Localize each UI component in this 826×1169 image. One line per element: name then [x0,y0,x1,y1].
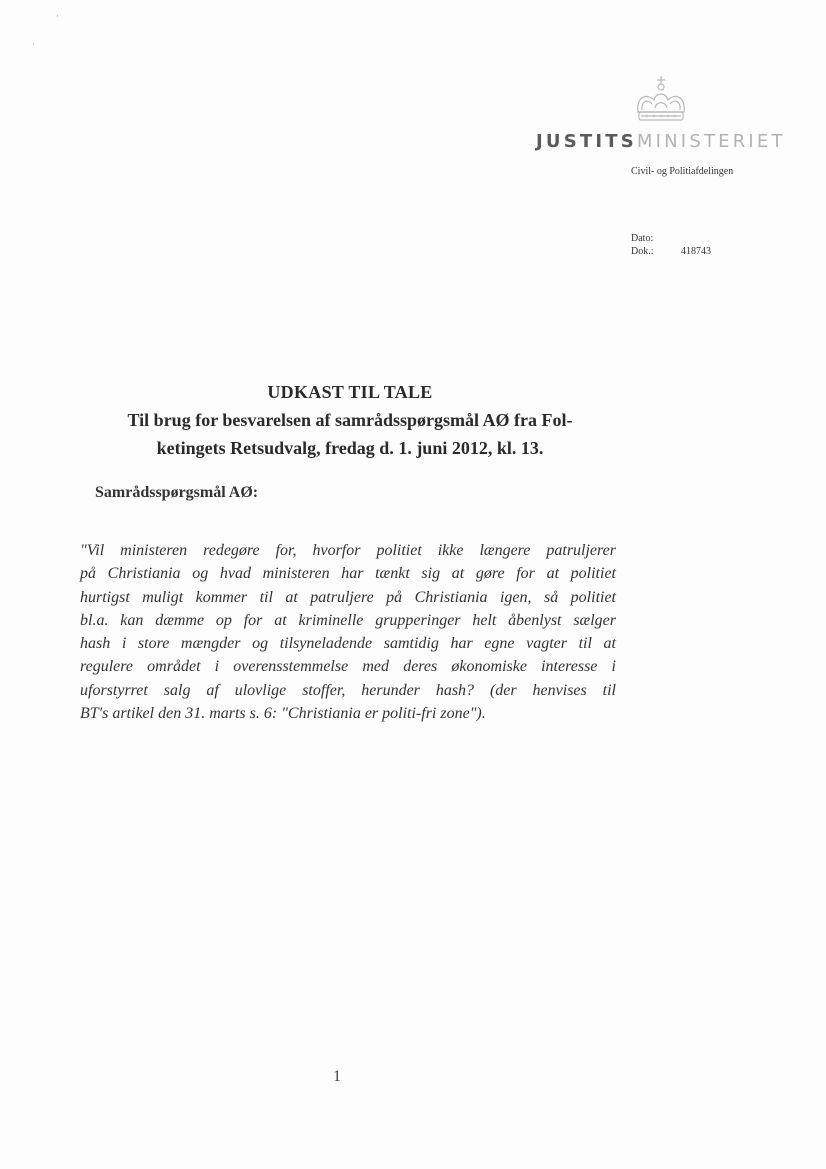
question-line: hurtigst muligt kommer til at patruljere på Christiania igen, så politiet [80,588,616,606]
page-title: UDKAST TIL TALE [267,382,433,402]
title-block [80,378,620,462]
question-line: uforstyrret salg af ulovlige stoffer, herunder hash? (der henvises til [80,681,616,699]
crown-logo-icon [632,74,690,124]
page-number: 1 [333,1068,341,1085]
meta-row-date [631,232,711,245]
question-line: regulere området i overensstemmelse med deres økonomiske interesse i [80,658,616,676]
scan-speck: · [32,40,35,50]
ministry-name [536,131,786,152]
question-body [80,539,616,725]
ministry-name-part2: MINISTERIET [636,131,786,152]
doc-value: 418743 [681,246,711,257]
ministry-name-part1: JUSTITS [536,131,637,152]
scan-speck: · [56,12,59,22]
doc-label: Dok.: [631,246,654,257]
subtitle-line-2: ketingets Retsudvalg, fredag d. 1. juni 2012, kl. 13. [156,438,544,458]
department-name: Civil- og Politiafdelingen [631,166,734,177]
question-line: hash i store mængder og tilsyneladende samtidig har egne vagter til at [80,635,616,653]
question-line: på Christiania og hvad ministeren har tænkt sig at gøre for at politiet [80,565,616,583]
document-meta [631,232,711,258]
question-line: bl.a. kan dæmme op for at kriminelle grupperinger helt åbenlyst sælger [80,611,616,629]
subtitle-line-1: Til brug for besvarelsen af samrådsspørgsmål AØ fra Fol- [127,410,573,430]
question-line: BT's artikel den 31. marts s. 6: "Christiania er politi-fri zone"). [80,705,486,723]
meta-row-doc [631,245,711,258]
question-line: "Vil ministeren redegøre for, hvorfor politiet ikke længere patruljerer [80,542,616,559]
question-heading: Samrådsspørgsmål AØ: [95,484,259,501]
date-label: Dato: [631,233,654,244]
